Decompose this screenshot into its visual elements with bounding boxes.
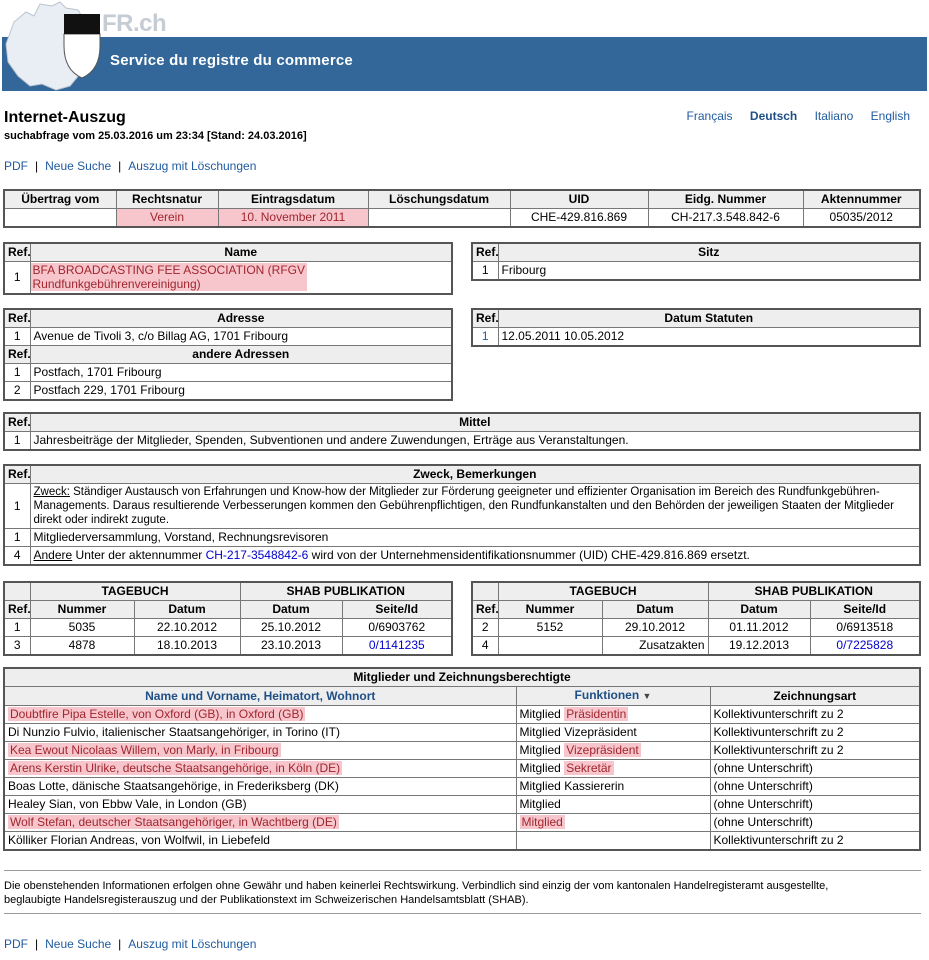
journal-date: Zusatzakten <box>602 637 708 656</box>
ref-header: Ref. <box>4 309 30 328</box>
col-header: Löschungsdatum <box>368 190 510 209</box>
member-role: Vizepräsident <box>564 725 637 739</box>
col-header: Sitz <box>498 243 920 262</box>
seat-table <box>471 242 921 281</box>
remark-label: Andere <box>33 548 73 562</box>
lang-italian[interactable]: Italiano <box>814 109 854 123</box>
ref-header: Ref. <box>4 465 30 484</box>
organs-value: Mitgliederversammlung, Vorstand, Rechnungsrevisoren <box>30 529 920 547</box>
col-header: Zeichnungsart <box>710 687 920 706</box>
link-separator: | <box>118 937 122 951</box>
journal-number <box>498 637 602 656</box>
other-address-value: Postfach, 1701 Fribourg <box>30 364 452 382</box>
col-header: Ref. <box>4 601 30 619</box>
shab-page: 0/6903762 <box>342 619 452 637</box>
new-search-link[interactable]: Neue Suche <box>45 159 112 173</box>
ref-cell: 2 <box>472 619 498 637</box>
col-header: Name <box>30 243 452 262</box>
member-signature: (ohne Unterschrift) <box>710 778 920 796</box>
ref-header: Ref. <box>4 346 30 364</box>
table-row <box>4 832 920 851</box>
ref-header: Ref. <box>472 243 498 262</box>
col-header: Datum <box>602 601 708 619</box>
page-title: Internet-Auszug <box>4 109 126 126</box>
member-role: Sekretär <box>566 761 612 775</box>
journal-number: 5035 <box>30 619 134 637</box>
table-row <box>4 778 920 796</box>
disclaimer-line1: Die obenstehenden Informationen erfolgen ohne Gewähr und haben keinerlei Rechtswirkung. Verbindlich sind einzig der vom kantonalen Handelregisteramt ausgestellte, <box>4 880 829 892</box>
col-header: Eidg. Nummer <box>648 190 803 209</box>
ref-cell: 1 <box>4 328 30 346</box>
address-value: Avenue de Tivoli 3, c/o Billag AG, 1701 Fribourg <box>30 328 452 346</box>
col-header: Ref. <box>472 601 498 619</box>
ref-cell: 1 <box>4 432 30 451</box>
company-name-line2: Rundfunkgebührenvereinigung) <box>32 277 201 291</box>
group-header-shab: SHAB PUBLIKATION <box>240 582 452 601</box>
member-signature: (ohne Unterschrift) <box>710 796 920 814</box>
ref-cell: 3 <box>4 637 30 656</box>
col-header: Mittel <box>30 413 920 432</box>
member-function: Mitglied <box>521 815 563 829</box>
purpose-table <box>3 464 921 566</box>
company-name-line1: BFA BROADCASTING FEE ASSOCIATION (RFGV <box>32 263 305 277</box>
member-name: Di Nunzio Fulvio, italienischer Staatsangehöriger, in Torino (IT) <box>4 724 516 742</box>
member-role: Präsidentin <box>566 707 627 721</box>
col-header: Rechtsnatur <box>116 190 218 209</box>
purpose-line1: Ständiger Austausch von Erfahrungen und Know-how der Mitglieder zur Förderung geeigneter und effizienter Organisation im Bereich des Rundfunkgebühren- <box>69 486 880 498</box>
member-name: Wolf Stefan, deutscher Staatsangehöriger, in Wachtberg (DE) <box>10 815 337 829</box>
col-header: Übertrag vom <box>4 190 116 209</box>
member-signature: (ohne Unterschrift) <box>710 760 920 778</box>
funds-value: Jahresbeiträge der Mitglieder, Spenden, Subventionen und andere Zuwendungen, Erträge aus Veranstaltungen. <box>30 432 920 451</box>
other-address-value: Postfach 229, 1701 Fribourg <box>30 382 452 401</box>
group-header-journal: TAGEBUCH <box>498 582 708 601</box>
shab-date: 19.12.2013 <box>708 637 810 656</box>
ref-cell: 4 <box>472 637 498 656</box>
ref-header: Ref. <box>472 309 498 328</box>
ref-header: Ref. <box>4 243 30 262</box>
col-header: Seite/Id <box>810 601 920 619</box>
member-signature: Kollektivunterschrift zu 2 <box>710 832 920 851</box>
header-title: Service du registre du commerce <box>110 52 353 69</box>
col-header: Seite/Id <box>342 601 452 619</box>
link-separator: | <box>35 159 39 173</box>
lang-french[interactable]: Français <box>686 109 733 123</box>
with-deletions-link[interactable]: Auszug mit Löschungen <box>128 937 257 951</box>
purpose-label: Zweck: <box>33 486 70 498</box>
sort-by-name-link[interactable]: Name und Vorname, Heimatort, Wohnort <box>145 688 376 703</box>
entry-date: 10. November 2011 <box>218 209 368 228</box>
disclaimer <box>4 879 914 907</box>
federal-number: CH-217.3.548.842-6 <box>648 209 803 228</box>
disclaimer-line2: beglaubigte Handelsregisterauszug und der Publikationstext im Schweizerischen Handelsamtsblatt (SHAB). <box>4 894 529 906</box>
name-table <box>3 242 453 295</box>
member-name: Doubtfire Pipa Estelle, von Oxford (GB), in Oxford (GB) <box>10 707 304 721</box>
statutes-table <box>471 308 921 347</box>
sort-down-icon: ▼ <box>642 691 652 701</box>
shab-date: 23.10.2013 <box>240 637 342 656</box>
member-function <box>516 832 710 851</box>
divider <box>4 870 921 871</box>
table-row <box>472 637 920 656</box>
table-row <box>4 760 920 778</box>
member-name: Boas Lotte, dänische Staatsangehörige, in Frederiksberg (DK) <box>4 778 516 796</box>
member-function: Mitglied <box>519 725 561 739</box>
member-signature: Kollektivunterschrift zu 2 <box>710 724 920 742</box>
journal-number: 4878 <box>30 637 134 656</box>
members-table <box>3 667 921 851</box>
journal-table-right <box>471 581 921 656</box>
divider <box>4 913 921 914</box>
statutes-ref-link[interactable]: 1 <box>481 329 489 343</box>
member-function: Mitglied <box>516 796 710 814</box>
transfer-from <box>4 209 116 228</box>
sort-by-function-link[interactable]: Funktionen <box>574 688 640 702</box>
ref-cell: 1 <box>4 484 30 529</box>
remark-post: wird von der Unternehmensidentifikationsnummer (UID) CHE-429.816.869 ersetzt. <box>308 548 750 562</box>
seat-value: Fribourg <box>498 262 920 281</box>
col-header: Adresse <box>30 309 452 328</box>
legal-form: Verein <box>116 209 218 228</box>
table-row <box>4 742 920 760</box>
col-header: andere Adressen <box>30 346 452 364</box>
col-header: UID <box>510 190 648 209</box>
pdf-link[interactable]: PDF <box>4 937 28 951</box>
col-header: Datum <box>240 601 342 619</box>
statutes-dates: 12.05.2011 10.05.2012 <box>498 328 920 347</box>
funds-table <box>3 412 921 451</box>
table-row <box>4 637 452 656</box>
journal-date: 18.10.2013 <box>134 637 240 656</box>
lang-german[interactable]: Deutsch <box>749 109 798 123</box>
site-header <box>0 0 929 92</box>
col-header: Datum <box>134 601 240 619</box>
query-subtitle: suchabfrage vom 25.03.2016 um 23:34 [Stand: 24.03.2016] <box>4 130 307 142</box>
member-function: Mitglied <box>519 707 561 721</box>
shab-page-link[interactable]: 0/1141235 <box>368 638 425 652</box>
ref-cell: 1 <box>4 619 30 637</box>
group-header-shab: SHAB PUBLIKATION <box>708 582 920 601</box>
col-header: Eintragsdatum <box>218 190 368 209</box>
journal-table-left <box>3 581 453 656</box>
table-row <box>4 619 452 637</box>
deletion-date <box>368 209 510 228</box>
shab-page-link[interactable]: 0/7225828 <box>836 638 894 652</box>
old-number-link[interactable]: CH-217-3548842-6 <box>205 548 309 562</box>
member-function: Mitglied <box>519 761 561 775</box>
purpose-text <box>30 484 920 529</box>
journal-number: 5152 <box>498 619 602 637</box>
ref-cell: 4 <box>4 547 30 566</box>
col-header: Nummer <box>498 601 602 619</box>
journal-date: 29.10.2012 <box>602 619 708 637</box>
ref-cell: 1 <box>4 529 30 547</box>
shab-page: 0/6913518 <box>810 619 920 637</box>
member-name: Healey Sian, von Ebbw Vale, in London (GB) <box>4 796 516 814</box>
link-separator: | <box>118 159 122 173</box>
col-header: Datum <box>708 601 810 619</box>
link-separator: | <box>35 937 39 951</box>
file-number: 05035/2012 <box>803 209 920 228</box>
language-switcher <box>673 109 910 123</box>
site-name[interactable]: FR.ch <box>102 10 167 37</box>
ref-header: Ref. <box>4 413 30 432</box>
lang-english[interactable]: English <box>870 109 910 123</box>
member-function: Mitglied <box>519 779 561 793</box>
ref-cell: 1 <box>472 262 498 281</box>
remark-pre: Unter der aktennummer <box>72 548 206 562</box>
summary-table <box>3 189 921 228</box>
shab-date: 01.11.2012 <box>708 619 810 637</box>
canton-map-logo-icon[interactable] <box>0 0 108 92</box>
address-table <box>3 308 453 401</box>
member-name: Kölliker Florian Andreas, von Wolfwil, in Liebefeld <box>4 832 516 851</box>
table-row <box>4 814 920 832</box>
with-deletions-link[interactable]: Auszug mit Löschungen <box>128 159 257 173</box>
col-header: Nummer <box>30 601 134 619</box>
purpose-line2: Managements. Daraus resultierende Verbesserungen kommen den Gebührenpflichtigen, den Rundfunkanstalten und den Behörden der jeweiligen Staaten der Mitglieder <box>33 500 894 512</box>
table-row <box>4 796 920 814</box>
member-name: Arens Kerstin Ulrike, deutsche Staatsangehörige, in Köln (DE) <box>10 761 341 775</box>
new-search-link[interactable]: Neue Suche <box>45 937 112 951</box>
table-row <box>472 619 920 637</box>
ref-cell: 2 <box>4 382 30 401</box>
pdf-link[interactable]: PDF <box>4 159 28 173</box>
ref-cell: 1 <box>4 262 30 295</box>
col-header: Datum Statuten <box>498 309 920 328</box>
remark-text <box>30 547 920 566</box>
col-header: Aktennummer <box>803 190 920 209</box>
member-signature: Kollektivunterschrift zu 2 <box>710 742 920 760</box>
member-signature: (ohne Unterschrift) <box>710 814 920 832</box>
member-signature: Kollektivunterschrift zu 2 <box>710 706 920 724</box>
purpose-line3: direkt oder indirekt zugute. <box>33 514 170 526</box>
journal-date: 22.10.2012 <box>134 619 240 637</box>
company-name <box>30 262 452 295</box>
member-role: Vizepräsident <box>566 743 639 757</box>
uid-value: CHE-429.816.869 <box>510 209 648 228</box>
members-title: Mitglieder und Zeichnungsberechtigte <box>4 668 920 687</box>
col-header: Zweck, Bemerkungen <box>30 465 920 484</box>
bottom-links <box>4 937 256 951</box>
member-function: Mitglied <box>519 743 561 757</box>
top-links <box>4 159 256 173</box>
table-row <box>4 724 920 742</box>
table-row <box>4 706 920 724</box>
ref-cell: 1 <box>4 364 30 382</box>
group-header-journal: TAGEBUCH <box>30 582 240 601</box>
shab-date: 25.10.2012 <box>240 619 342 637</box>
member-role: Kassiererin <box>564 779 625 793</box>
member-name: Kea Ewout Nicolaas Willem, von Marly, in Fribourg <box>10 743 279 757</box>
